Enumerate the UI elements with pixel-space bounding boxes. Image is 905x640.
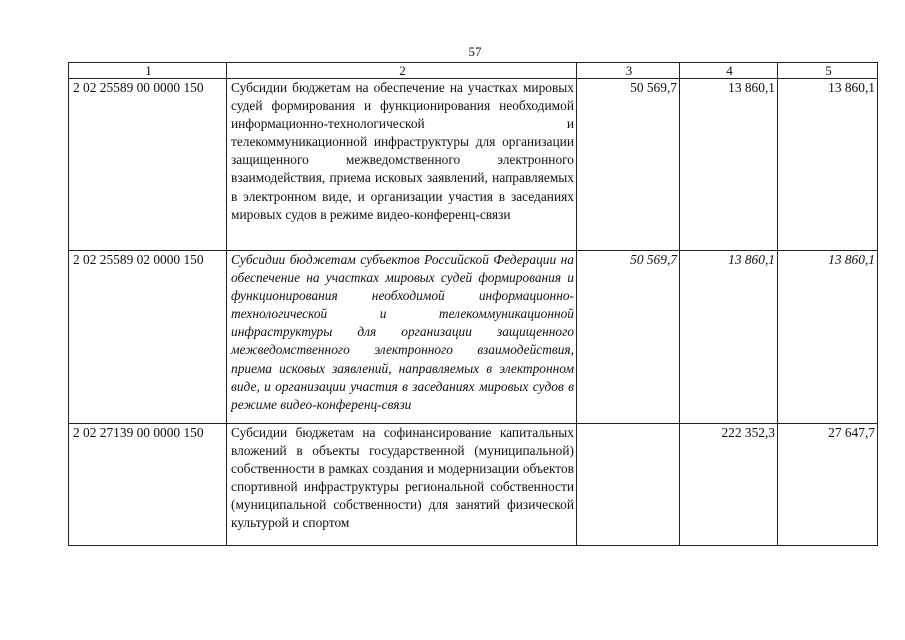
budget-table	[68, 62, 878, 546]
row-col3-value: 50 569,7	[577, 79, 680, 251]
table-row	[69, 79, 878, 251]
row-col4-value: 13 860,1	[680, 79, 778, 251]
header-row	[69, 63, 878, 79]
row-col4-value: 13 860,1	[680, 251, 778, 424]
row-col4-value: 222 352,3	[680, 424, 778, 546]
header-col-4: 4	[680, 63, 778, 79]
row-description: Субсидии бюджетам на обеспечение на участках мировых судей формирования и функционирования необходимой информационно-технологической и телекоммуникационной инфраструктуры для организации защищенного межведомственного электронного взаимодействия, приема исковых заявлений, направляемых в электронном виде, и организации участия в заседаниях мировых судов в режиме видео-конференц-связи	[227, 79, 577, 251]
row-col5-value: 13 860,1	[778, 79, 878, 251]
header-col-2: 2	[227, 63, 577, 79]
table-row	[69, 251, 878, 424]
row-col5-value: 13 860,1	[778, 251, 878, 424]
header-col-1: 1	[69, 63, 227, 79]
page-number: 57	[468, 44, 482, 59]
header-col-5: 5	[778, 63, 878, 79]
row-col5-value: 27 647,7	[778, 424, 878, 546]
row-code: 2 02 27139 00 0000 150	[69, 424, 227, 546]
table-row	[69, 424, 878, 546]
row-description: Субсидии бюджетам субъектов Российской Федерации на обеспечение на участках мировых судей формирования и функционирования необходимой информационно-технологической и телекоммуникационной инфраструктуры для организации защищенного межведомственного электронного взаимодействия, приема исковых заявлений, направляемых в электронном виде, и организации участия в заседаниях мировых судов в режиме видео-конференц-связи	[227, 251, 577, 424]
row-code: 2 02 25589 00 0000 150	[69, 79, 227, 251]
row-col3-value	[577, 424, 680, 546]
header-col-3: 3	[577, 63, 680, 79]
row-description: Субсидии бюджетам на софинансирование капитальных вложений в объекты государственной (муниципальной) собственности в рамках создания и модернизации объектов спортивной инфраструктуры региональной собственности (муниципальной собственности) для занятий физической культурой и спортом	[227, 424, 577, 546]
row-code: 2 02 25589 02 0000 150	[69, 251, 227, 424]
row-col3-value: 50 569,7	[577, 251, 680, 424]
